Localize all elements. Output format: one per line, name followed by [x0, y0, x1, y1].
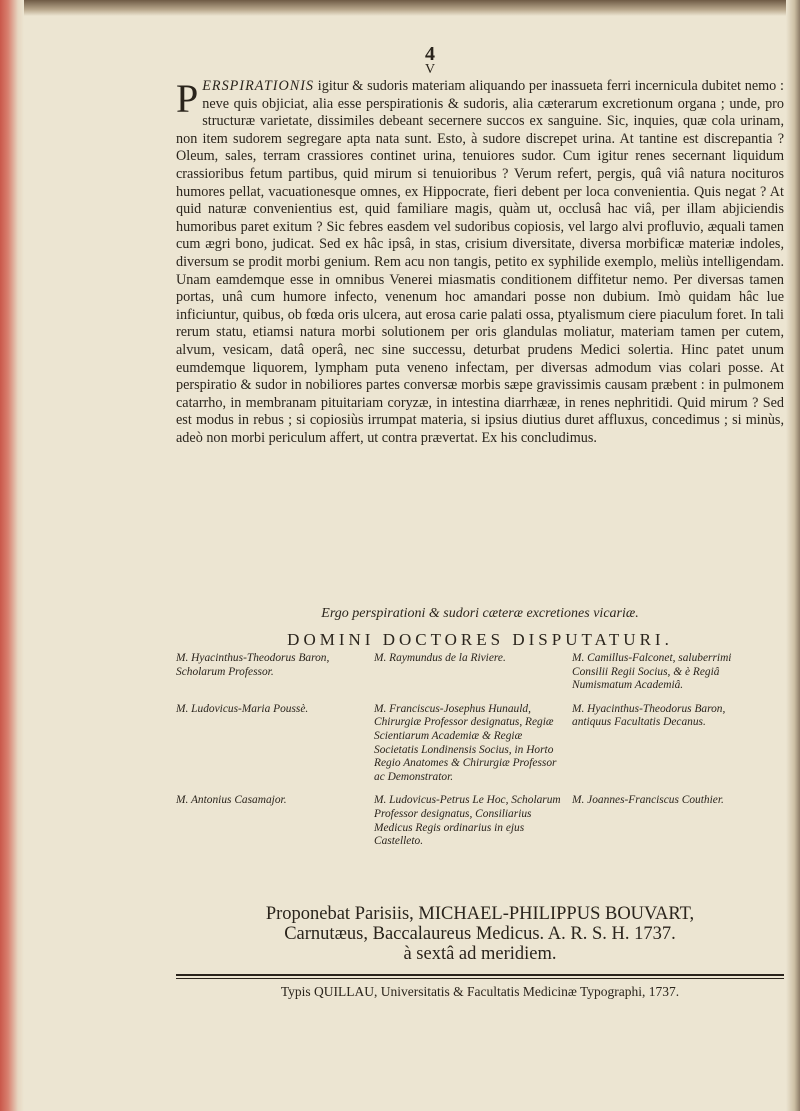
signature-mark: 4 — [425, 43, 435, 65]
proponebat-line-1: Proponebat Parisiis, MICHAEL-PHILIPPUS BOUVART, — [265, 904, 695, 924]
first-word: ERSPIRATIONIS — [202, 78, 315, 94]
conclusion-line: Ergo perspirationi & sudori cæteræ excretiones vicariæ. — [321, 606, 639, 621]
body-text: igitur & sudoris materiam aliquando per inassueta ferri incernicula dubitet nemo : neve quis objiciat, alia esse perspirationis & sudoris, alia cæterarum excretionum organa ; unde, pro structuræ varietate, dissimiles debeant secernere succos ex sanguine. Sic, inquies, quæ cola urinam, non item sudorem segregare apta nata sunt. Esto, à sudore discrepet urina. At tantine est discrepantia ? Oleum, sales, terram crassiores continet urina, tenuiores sudor. Cum igitur renes secernant liquidum crassioribus fetum partibus, quid mirum si tenuioribus ? Verum refert, pergis, quâ viâ natura nocituros humores pellat, vacuationesque omnes, ex Hippocrate, fieri debent per loca convenientia. Quis negat ? At quid naturæ convenientius est, quid familiare magis, quàm ut, occlusâ hac viâ, per illam abjiciendis humoribus paret exitum ? Sic febres easdem vel sudoribus copiosis, vel largo alvi profluvio, æquali tamen cum ægri bono, judicat. Sed ex hâc ipsâ, in stas, crisium diversitate, diversa morbificæ materiæ indoles, diversum se prodit morbi genium. Rem acu non tangis, petito ex syphilide exemplo, meliùs intelligendam. Unam eamdemque esse in omnibus Venerei miasmatis conditionem diffitetur nemo. Per diversas tamen portas, unâ cum humore infecto, venenum hoc amandari posse non dubium. Imò quidam hâc lue inficiuntur, quibus, ob fœda oris ulcera, aut erosa carie palati ossa, ptyalismum ciere piaculum foret. In tali rerum statu, etiamsi natura morbi solutionem per oris glandulas moliatur, materiam tamen per cutem, alvum, vesicam, datâ operâ, nec sine successu, deturbat prudens Medici solertia. Hinc patet unum eumdemque liquorem, lympham puta veneno infectam, per diversas admodum vias colari posse. At perspiratio & sudor in nobiliores partes conversæ morbis sæpe gravissimis causam præbent : in pulmonem catarrho, in membranam pituitariam coryzæ, in intestina diarrhææ, in renes nephritidi. Quid mirum ? Sed est modus in rebus ; si copiosiùs irrumpat materia, si ipsius diutius duret affluxus, concedimus ; si minùs, adeò non morbi periculum affert, ut contra prævertat. Ex his concludimus. — [176, 78, 784, 446]
doctors-row — [176, 652, 784, 693]
doctors-row — [176, 703, 784, 785]
doctor-entry: M. Ludovicus-Maria Poussè. — [176, 702, 309, 715]
doctor-entry: M. Camillus-Falconet, saluberrimi Consilii Regii Socius, & è Regiâ Numismatum Academiâ. — [572, 652, 732, 692]
doctor-entry: M. Hyacinthus-Theodorus Baron, Scholarum Professor. — [176, 652, 330, 678]
doctor-entry: M. Raymundus de la Riviere. — [374, 652, 506, 664]
page-right-edge — [786, 0, 800, 1111]
binding-edge — [0, 0, 24, 1111]
body-paragraph — [176, 78, 784, 447]
proponebat-block — [176, 904, 784, 964]
signature-letter: V — [424, 62, 436, 77]
doctor-entry: M. Hyacinthus-Theodorus Baron, antiquus Facultatis Decanus. — [572, 702, 726, 729]
thesis-body — [176, 78, 784, 447]
doctors-heading: DOMINI DOCTORES DISPUTATURI. — [287, 630, 673, 649]
doctors-row — [176, 794, 784, 848]
divider-rule — [176, 974, 784, 976]
proponebat-line-3: à sextâ ad meridiem. — [403, 944, 557, 964]
doctor-entry: M. Joannes-Franciscus Couthier. — [572, 794, 724, 807]
page-top-edge — [0, 0, 800, 16]
divider-rule-thin — [176, 978, 784, 979]
proponebat-line-2: Carnutæus, Baccalaureus Medicus. A. R. S. H. 1737. — [284, 924, 676, 944]
drop-cap: P — [176, 76, 199, 121]
doctors-list — [176, 652, 784, 859]
doctor-entry: M. Antonius Casamajor. — [176, 794, 287, 807]
doctor-entry: M. Ludovicus-Petrus Le Hoc, Scholarum Professor designatus, Consiliarius Medicus Regis ordinarius in ejus Castelleto. — [374, 794, 561, 848]
doctor-entry: M. Franciscus-Josephus Hunauld, Chirurgiæ Professor designatus, Regiæ Scientiarum Academiæ & Regiæ Societatis Londinensis Socius, in Horto Regio Anatomes & Chirurgiæ Professor ac Demonstrator. — [374, 702, 557, 783]
printer-imprint: Typis QUILLAU, Universitatis & Facultatis Medicinæ Typographi, 1737. — [280, 984, 680, 999]
